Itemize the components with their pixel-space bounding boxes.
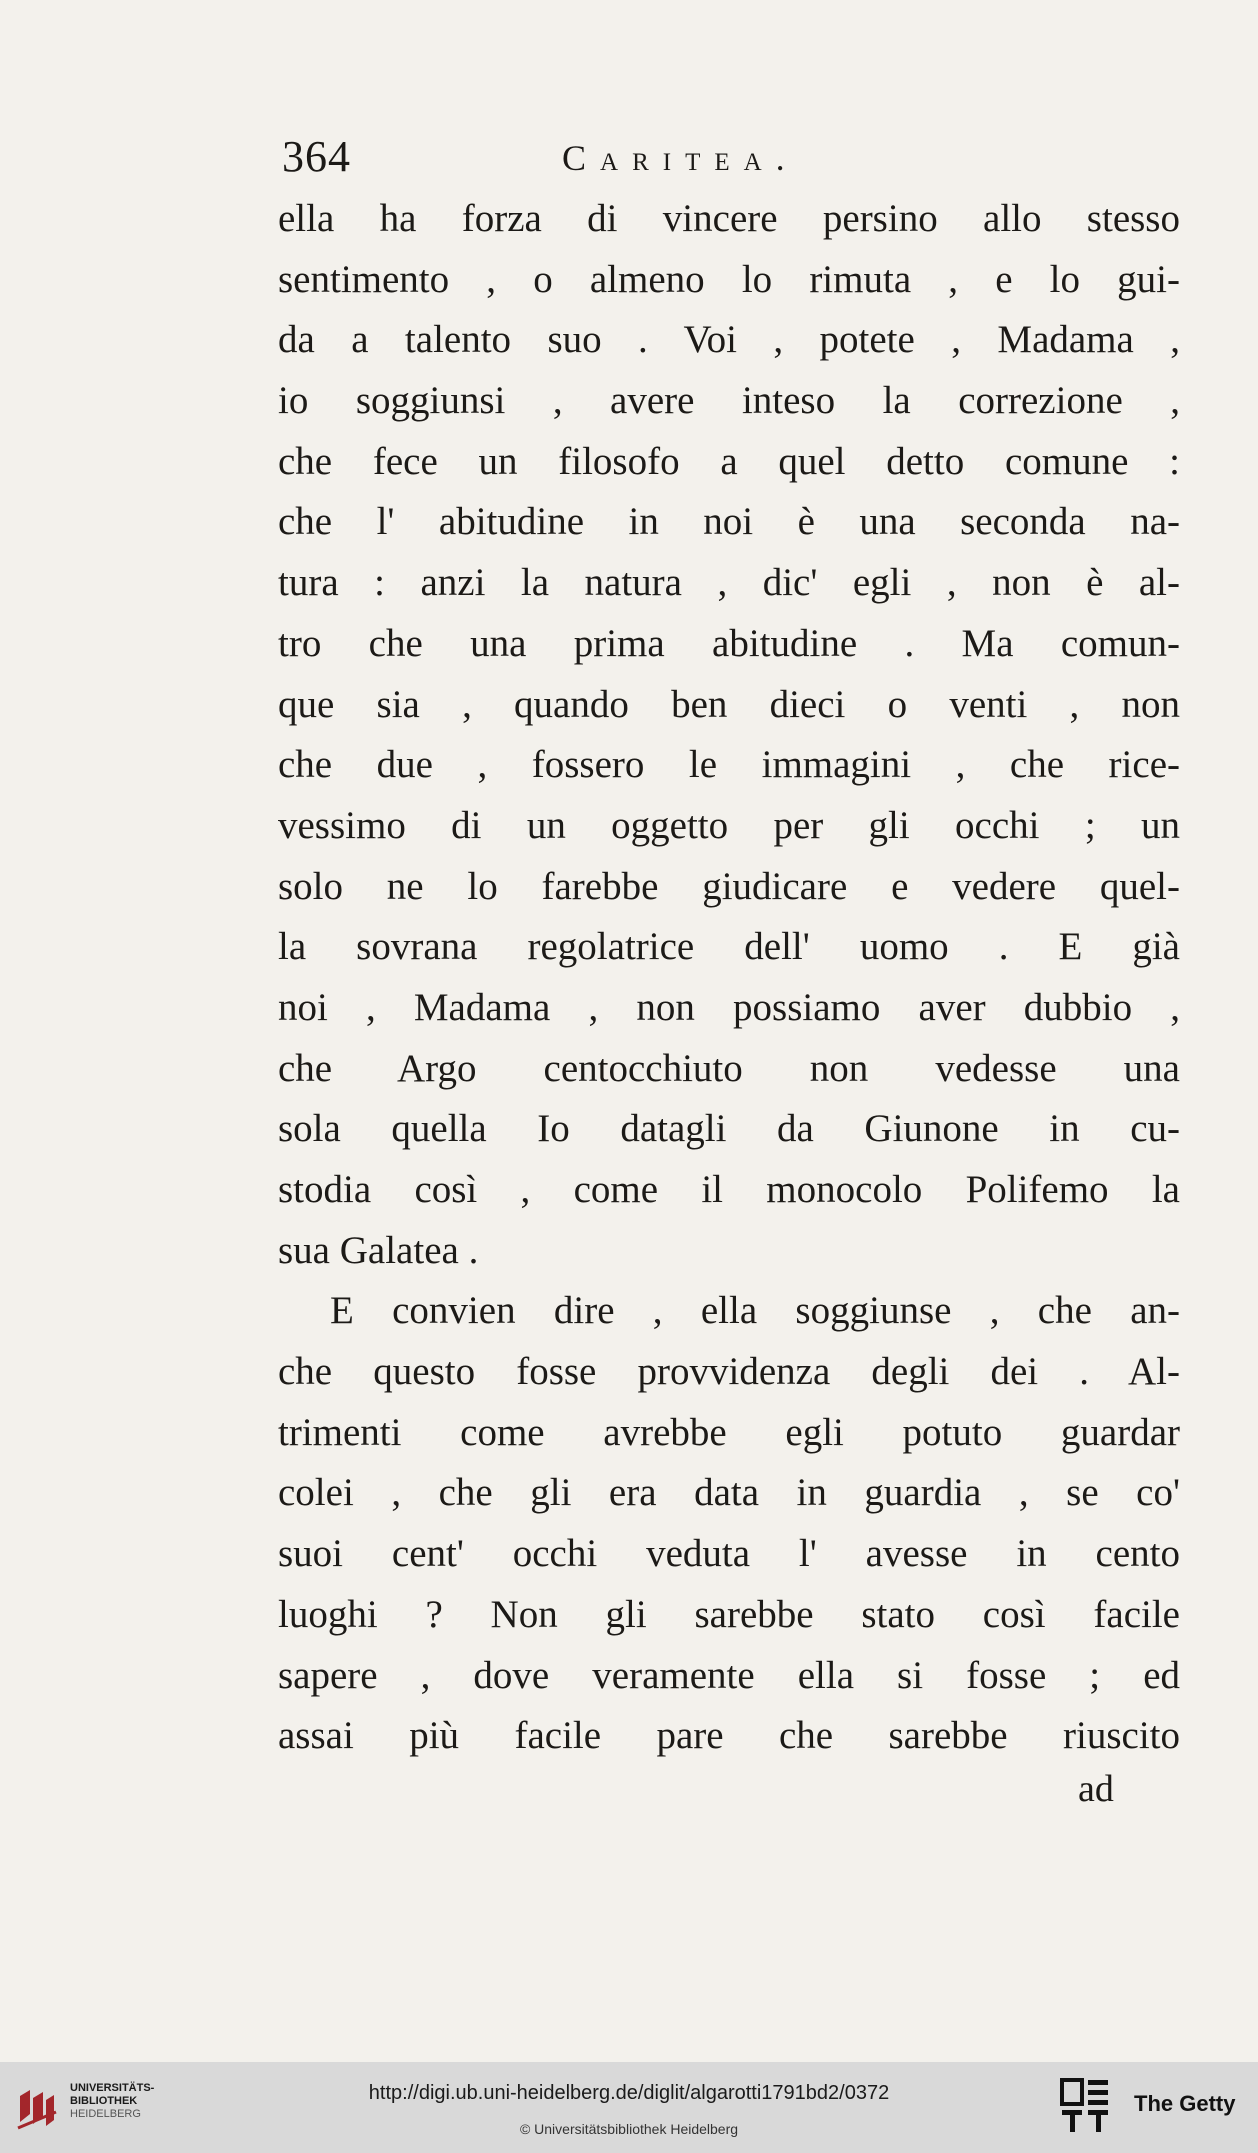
text-line: luoghi ? Non gli sarebbe stato così facile [278, 1592, 1180, 1636]
running-title: Caritea. [562, 138, 799, 178]
text-line: sentimento , o almeno lo rimuta , e lo gui- [278, 257, 1180, 301]
text-line: ella ha forza di vincere persino allo stesso [278, 197, 1180, 240]
paragraph-start-line: E convien dire , ella soggiunse , che an- [330, 1289, 1180, 1333]
text-line: trimenti come avrebbe egli potuto guardar [278, 1410, 1180, 1454]
text-line: la sovrana regolatrice dell' uomo . E già [278, 925, 1180, 969]
text-line: solo ne lo farebbe giudicare e vedere quel- [278, 864, 1180, 908]
text-line: vessimo di un oggetto per gli occhi ; un [278, 803, 1180, 847]
text-line: sapere , dove veramente ella si fosse ; ed [278, 1653, 1180, 1697]
text-line: assai più facile pare che sarebbe riuscito [278, 1714, 1180, 1758]
text-line: que sia , quando ben dieci o venti , non [278, 682, 1180, 726]
text-line: suoi cent' occhi veduta l' avesse in cento [278, 1532, 1180, 1576]
partner-name: The Getty [1134, 2091, 1236, 2116]
permalink-url[interactable]: http://digi.ub.uni-heidelberg.de/diglit/algarotti1791bd2/0372 [368, 2082, 890, 2104]
viewer-footer [0, 2062, 1258, 2153]
text-line: che l' abitudine in noi è una seconda na- [278, 500, 1180, 544]
copyright-notice: © Universitätsbibliothek Heidelberg [519, 2121, 739, 2137]
page-header [282, 132, 1182, 182]
text-line: che Argo centocchiuto non vedesse una [278, 1046, 1180, 1090]
text-line: noi , Madama , non possiamo aver dubbio , [278, 985, 1180, 1029]
text-line: sola quella Io datagli da Giunone in cu- [278, 1107, 1180, 1151]
text-line: da a talento suo . Voi , potete , Madama , [278, 318, 1180, 362]
text-line: io soggiunsi , avere inteso la correzione , [278, 379, 1180, 423]
text-line: tro che una prima abitudine . Ma comun- [278, 621, 1180, 665]
text-line: colei , che gli era data in guardia , se co' [278, 1471, 1180, 1515]
catchword: ad [1078, 1768, 1114, 1810]
text-line: che fece un filosofo a quel detto comune : [278, 439, 1180, 483]
library-name-line: BIBLIOTHEK [70, 2095, 138, 2107]
text-line: che due , fossero le immagini , che rice- [278, 743, 1180, 787]
getty-logo-icon [1060, 2078, 1110, 2134]
library-name-line: HEIDELBERG [70, 2108, 141, 2120]
page-number: 364 [282, 132, 351, 181]
paragraph-end-line: sua Galatea . [278, 1228, 479, 1272]
body-text [278, 189, 1180, 1767]
text-line: stodia così , come il monocolo Polifemo la [278, 1168, 1180, 1211]
text-line: che questo fosse provvidenza degli dei . Al- [278, 1350, 1180, 1394]
text-line: tura : anzi la natura , dic' egli , non è al- [278, 561, 1180, 605]
library-name-line: UNIVERSITÄTS- [70, 2082, 155, 2094]
